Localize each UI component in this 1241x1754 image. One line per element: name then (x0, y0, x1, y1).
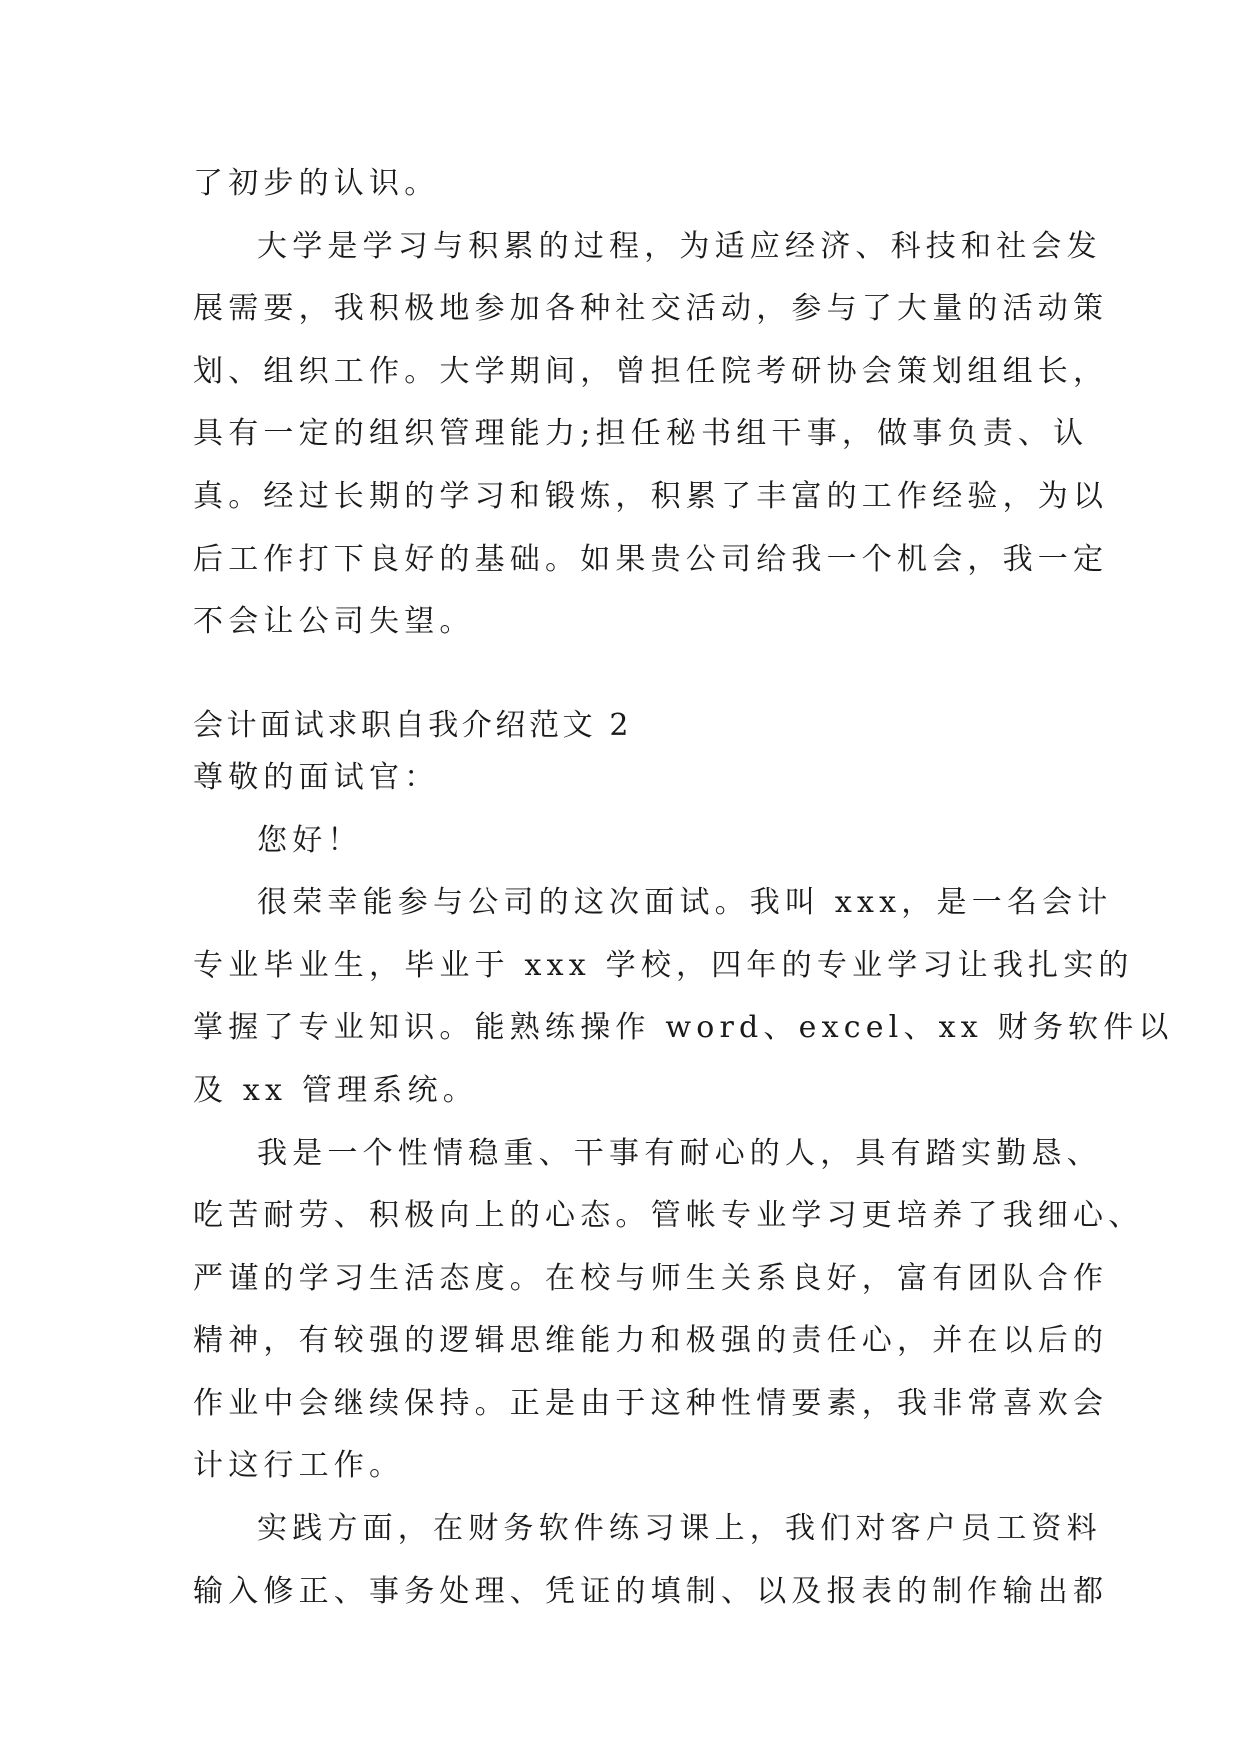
paragraph-line: 精神，有较强的逻辑思维能力和极强的责任心，并在以后的 (193, 1323, 1109, 1358)
paragraph-line: 吃苦耐劳、积极向上的心态。管帐专业学习更培养了我细心、 (193, 1198, 1144, 1233)
greeting: 您好！ (257, 823, 363, 858)
paragraph-line: 了初步的认识。 (193, 166, 440, 201)
paragraph-line: 具有一定的组织管理能力;担任秘书组干事，做事负责、认 (193, 416, 1089, 451)
paragraph-line: 我是一个性情稳重、干事有耐心的人，具有踏实勤恳、 (257, 1136, 1102, 1171)
paragraph-line: 真。经过长期的学习和锻炼，积累了丰富的工作经验，为以 (193, 479, 1109, 514)
section-title: 会计面试求职自我介绍范文 2 (193, 708, 633, 743)
paragraph-line: 划、组织工作。大学期间，曾担任院考研协会策划组组长， (193, 354, 1109, 389)
paragraph-line: 实践方面，在财务软件练习课上，我们对客户员工资料 (257, 1511, 1102, 1546)
paragraph-line: 计这行工作。 (193, 1448, 405, 1483)
paragraph-line: 大学是学习与积累的过程，为适应经济、科技和社会发 (257, 229, 1102, 264)
paragraph-line: 很荣幸能参与公司的这次面试。我叫 xxx，是一名会计 (257, 885, 1113, 920)
paragraph-line: 后工作打下良好的基础。如果贵公司给我一个机会，我一定 (193, 542, 1109, 577)
paragraph-line: 输入修正、事务处理、凭证的填制、以及报表的制作输出都 (193, 1574, 1109, 1609)
paragraph-line: 及 xx 管理系统。 (193, 1073, 478, 1108)
paragraph-line: 作业中会继续保持。正是由于这种性情要素，我非常喜欢会 (193, 1386, 1109, 1421)
paragraph-line: 展需要，我积极地参加各种社交活动，参与了大量的活动策 (193, 291, 1109, 326)
salutation: 尊敬的面试官： (193, 760, 440, 795)
paragraph-line: 掌握了专业知识。能熟练操作 word、excel、xx 财务软件以 (193, 1010, 1174, 1045)
paragraph-line: 不会让公司失望。 (193, 604, 475, 639)
paragraph-line: 严谨的学习生活态度。在校与师生关系良好，富有团队合作 (193, 1261, 1109, 1296)
paragraph-line: 专业毕业生，毕业于 xxx 学校，四年的专业学习让我扎实的 (193, 948, 1134, 983)
